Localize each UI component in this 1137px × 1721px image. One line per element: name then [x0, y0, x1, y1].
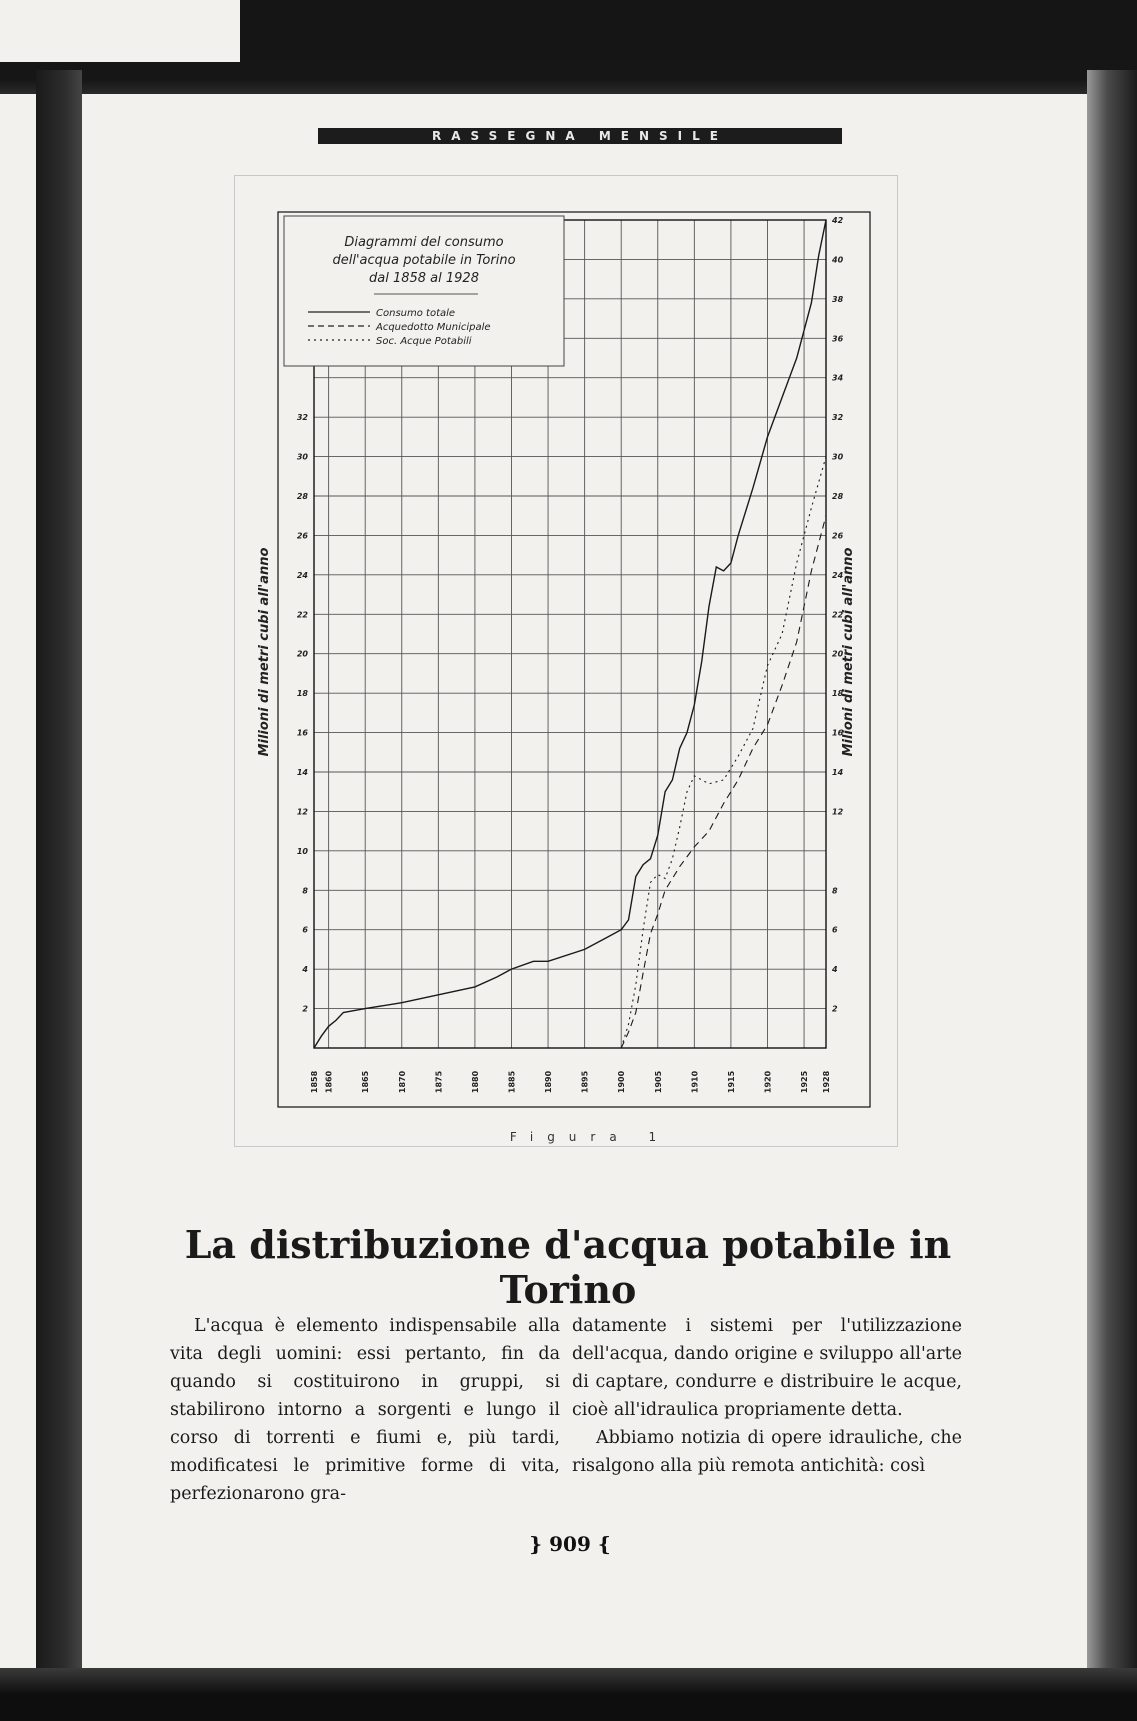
y-tick-label-left: 6 [302, 925, 308, 935]
y-tick-label-left: 20 [296, 649, 308, 659]
legend-title-line3: dal 1858 al 1928 [369, 271, 479, 286]
y-tick-label-right: 22 [832, 610, 844, 620]
page-shadow-right [1087, 70, 1137, 1721]
x-tick-label: 1925 [800, 1070, 810, 1094]
y-tick-label-right: 20 [832, 649, 844, 659]
x-tick-label: 1860 [324, 1070, 334, 1094]
y-tick-label-left: 22 [296, 610, 308, 620]
legend-item-total: Consumo totale [376, 308, 456, 319]
article-title: La distribuzione d'acqua potabile in Torino [184, 1222, 952, 1312]
y-tick-label-left: 24 [296, 570, 308, 580]
legend-title-line1: Diagrammi del consumo [344, 235, 504, 250]
x-tick-label: 1910 [690, 1070, 700, 1094]
y-tick-label-right: 26 [832, 531, 844, 541]
y-tick-label-left: 30 [296, 452, 308, 462]
article-column-right [572, 1312, 962, 1480]
y-tick-label-right: 34 [832, 373, 844, 383]
y-tick-label-left: 18 [296, 689, 308, 699]
consumption-chart [257, 212, 870, 1107]
y-tick-label-right: 28 [832, 492, 844, 501]
y-tick-label-right: 16 [832, 728, 844, 738]
y-tick-label-right: 24 [832, 570, 844, 580]
y-tick-label-right: 4 [832, 965, 838, 975]
legend-item-soc: Soc. Acque Potabili [376, 336, 472, 347]
page-number-value: 909 [549, 1532, 591, 1556]
x-tick-label: 1865 [361, 1070, 371, 1094]
article-paragraph: L'acqua è elemento indispensabile alla vita degli uomini: essi pertanto, fin da quando si costituirono in gruppi, si stabilirono intorno a sorgenti e lungo il corso di torrenti e fiumi e, più tardi, modificatesi le primitive forme di vita, perfezionarono gra- [170, 1316, 560, 1504]
x-tick-label: 1890 [544, 1070, 554, 1094]
x-tick-label: 1915 [726, 1070, 736, 1094]
y-axis-label-left: Milioni di metri cubi all'anno [257, 547, 272, 757]
y-tick-label-right: 12 [832, 807, 844, 817]
y-tick-label-left: 2 [302, 1004, 308, 1014]
article-paragraph: datamente i sistemi per l'utilizzazione dell'acqua, dando origine e sviluppo all'arte di captare, condurre e distribuire le acque, cioè all'idraulica propriamente detta. [572, 1316, 962, 1420]
y-tick-label-left: 12 [296, 807, 308, 817]
y-tick-label-left: 32 [296, 413, 308, 423]
article-column-left [170, 1312, 560, 1508]
x-tick-label: 1900 [617, 1070, 627, 1094]
y-tick-label-right: 42 [832, 216, 844, 225]
y-tick-label-right: 36 [832, 334, 844, 344]
y-tick-label-left: 28 [296, 492, 308, 501]
x-tick-label: 1905 [653, 1070, 663, 1094]
y-tick-label-left: 16 [296, 728, 308, 738]
y-tick-label-right: 8 [832, 886, 838, 896]
running-header-banner: RASSEGNA MENSILE [318, 128, 842, 144]
y-tick-label-right: 14 [832, 768, 844, 777]
x-tick-label: 1858 [310, 1070, 319, 1094]
y-tick-label-left: 10 [296, 846, 308, 856]
page-number-ornament-right: { [590, 1532, 611, 1556]
y-tick-label-right: 40 [832, 255, 844, 265]
page-binding-left [36, 70, 82, 1670]
article-paragraph: Abbiamo notizia di opere idrauliche, che risalgono alla più remota antichità: così [572, 1428, 962, 1476]
legend-title-line2: dell'acqua potabile in Torino [332, 253, 516, 268]
page-shadow-top-band [0, 62, 1137, 94]
y-tick-label-left: 14 [296, 768, 308, 777]
y-tick-label-right: 30 [832, 452, 844, 462]
y-tick-label-right: 2 [832, 1004, 838, 1014]
x-tick-label: 1920 [763, 1070, 773, 1094]
page-number [510, 1532, 630, 1556]
y-axis-label-right: Milioni di metri cubi all'anno [841, 547, 856, 757]
y-tick-label-right: 18 [832, 689, 844, 699]
page-shadow-top [240, 0, 1137, 70]
x-tick-label: 1880 [470, 1070, 480, 1094]
x-tick-label: 1870 [397, 1070, 407, 1094]
x-tick-label: 1885 [507, 1070, 517, 1094]
y-tick-label-left: 8 [302, 886, 308, 896]
page-shadow-bottom [0, 1668, 1137, 1721]
y-tick-label-left: 26 [296, 531, 308, 541]
x-tick-label: 1895 [580, 1070, 590, 1094]
y-tick-label-right: 38 [832, 294, 844, 304]
x-tick-label: 1928 [822, 1070, 831, 1094]
figure-caption: Figura 1 [470, 1130, 710, 1144]
page-number-ornament-left: } [529, 1532, 550, 1556]
legend-item-municipal: Acquedotto Municipale [376, 322, 491, 333]
y-tick-label-left: 4 [302, 965, 308, 975]
y-tick-label-right: 6 [832, 925, 838, 935]
x-tick-label: 1875 [434, 1070, 444, 1094]
y-tick-label-right: 32 [832, 413, 844, 423]
